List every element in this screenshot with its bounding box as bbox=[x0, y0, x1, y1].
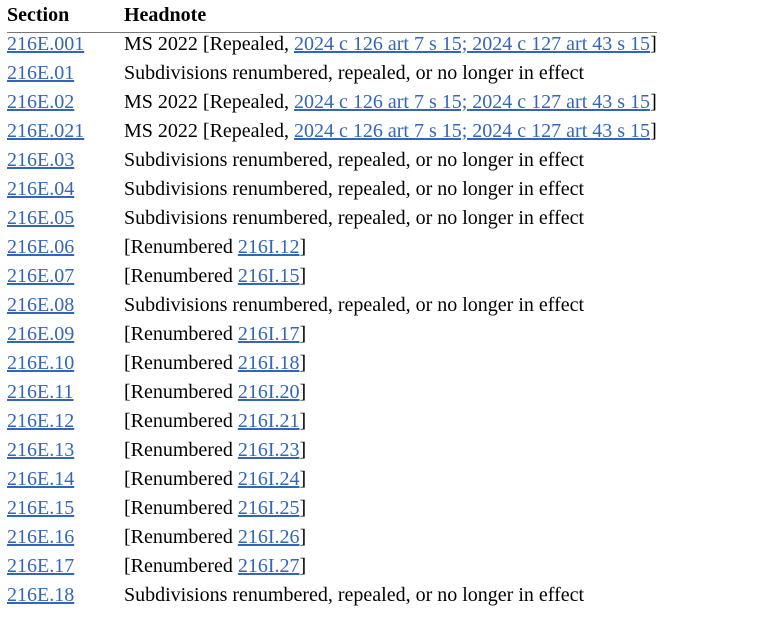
section-cell bbox=[7, 381, 124, 410]
headnote-cell bbox=[124, 265, 657, 294]
section-cell bbox=[7, 91, 124, 120]
column-header-headnote: Headnote bbox=[124, 4, 207, 26]
section-cell bbox=[7, 149, 124, 178]
section-link[interactable]: 216E.12 bbox=[7, 410, 75, 432]
section-link[interactable]: 216E.17 bbox=[7, 555, 75, 577]
section-link[interactable]: 216E.11 bbox=[7, 381, 74, 403]
table-body bbox=[7, 33, 657, 614]
section-headnote-table bbox=[7, 4, 657, 613]
headnote-text: MS 2022 [Repealed, bbox=[124, 33, 294, 55]
citation-link[interactable]: 216I.17 bbox=[237, 323, 300, 345]
headnote-cell bbox=[124, 149, 657, 178]
table-row bbox=[7, 323, 657, 352]
headnote-cell bbox=[124, 526, 657, 555]
headnote-cell bbox=[124, 62, 657, 91]
headnote-text: Subdivisions renumbered, repealed, or no longer in effect bbox=[124, 584, 585, 606]
table-row bbox=[7, 62, 657, 91]
citation-link[interactable]: 216I.15 bbox=[237, 265, 300, 287]
headnote-cell bbox=[124, 584, 657, 613]
headnote-text: [Renumbered bbox=[124, 381, 238, 403]
headnote-text: Subdivisions renumbered, repealed, or no longer in effect bbox=[124, 149, 585, 171]
section-cell bbox=[7, 323, 124, 352]
headnote-text: Subdivisions renumbered, repealed, or no longer in effect bbox=[124, 207, 585, 229]
section-cell bbox=[7, 265, 124, 294]
headnote-text: Subdivisions renumbered, repealed, or no longer in effect bbox=[124, 294, 585, 316]
table-row bbox=[7, 294, 657, 323]
section-cell bbox=[7, 294, 124, 323]
table-row bbox=[7, 526, 657, 555]
headnote-cell bbox=[124, 555, 657, 584]
section-cell bbox=[7, 236, 124, 265]
section-link[interactable]: 216E.021 bbox=[7, 120, 85, 142]
headnote-closing-bracket: ] bbox=[650, 120, 657, 142]
headnote-text: Subdivisions renumbered, repealed, or no longer in effect bbox=[124, 62, 585, 84]
headnote-closing-bracket: ] bbox=[299, 439, 307, 461]
table-row bbox=[7, 33, 657, 63]
section-link[interactable]: 216E.18 bbox=[7, 584, 75, 606]
section-link[interactable]: 216E.08 bbox=[7, 294, 75, 316]
headnote-text: MS 2022 [Repealed, bbox=[124, 120, 294, 142]
column-header-section: Section bbox=[7, 4, 70, 26]
table-row bbox=[7, 178, 657, 207]
table-row bbox=[7, 91, 657, 120]
headnote-cell bbox=[124, 33, 657, 63]
section-cell bbox=[7, 178, 124, 207]
section-cell bbox=[7, 352, 124, 381]
section-link[interactable]: 216E.04 bbox=[7, 178, 75, 200]
headnote-text: [Renumbered bbox=[124, 497, 238, 519]
section-cell bbox=[7, 33, 124, 63]
headnote-cell bbox=[124, 120, 657, 149]
section-cell bbox=[7, 555, 124, 584]
citation-link[interactable]: 216I.18 bbox=[237, 352, 300, 374]
headnote-text: [Renumbered bbox=[124, 352, 238, 374]
headnote-cell bbox=[124, 468, 657, 497]
headnote-closing-bracket: ] bbox=[299, 265, 307, 287]
citation-link[interactable]: 216I.26 bbox=[237, 526, 300, 548]
section-link[interactable]: 216E.03 bbox=[7, 149, 75, 171]
headnote-cell bbox=[124, 207, 657, 236]
section-link[interactable]: 216E.15 bbox=[7, 497, 75, 519]
headnote-cell bbox=[124, 439, 657, 468]
section-cell bbox=[7, 439, 124, 468]
headnote-cell bbox=[124, 352, 657, 381]
headnote-closing-bracket: ] bbox=[299, 526, 307, 548]
table-row bbox=[7, 410, 657, 439]
headnote-cell bbox=[124, 381, 657, 410]
section-link[interactable]: 216E.01 bbox=[7, 62, 75, 84]
section-cell bbox=[7, 120, 124, 149]
table-row bbox=[7, 120, 657, 149]
table-row bbox=[7, 236, 657, 265]
section-cell bbox=[7, 207, 124, 236]
section-link[interactable]: 216E.16 bbox=[7, 526, 75, 548]
table-row bbox=[7, 149, 657, 178]
section-link[interactable]: 216E.001 bbox=[7, 33, 85, 55]
headnote-closing-bracket: ] bbox=[299, 555, 307, 577]
headnote-cell bbox=[124, 323, 657, 352]
headnote-text: [Renumbered bbox=[124, 265, 238, 287]
section-cell bbox=[7, 526, 124, 555]
section-link[interactable]: 216E.02 bbox=[7, 91, 75, 113]
section-cell bbox=[7, 62, 124, 91]
table-header-row bbox=[7, 4, 657, 33]
headnote-closing-bracket: ] bbox=[650, 91, 657, 113]
section-link[interactable]: 216E.06 bbox=[7, 236, 75, 258]
headnote-text: [Renumbered bbox=[124, 410, 238, 432]
headnote-text: MS 2022 [Repealed, bbox=[124, 91, 294, 113]
citation-link[interactable]: 2024 c 126 art 7 s 15; 2024 c 127 art 43 s 15 bbox=[293, 33, 651, 55]
headnote-cell bbox=[124, 91, 657, 120]
headnote-text: [Renumbered bbox=[124, 236, 238, 258]
citation-link[interactable]: 216I.25 bbox=[237, 497, 300, 519]
headnote-closing-bracket: ] bbox=[299, 410, 307, 432]
headnote-text: [Renumbered bbox=[124, 439, 238, 461]
headnote-text: Subdivisions renumbered, repealed, or no longer in effect bbox=[124, 178, 585, 200]
table-row bbox=[7, 584, 657, 613]
citation-link[interactable]: 216I.20 bbox=[237, 381, 300, 403]
table-row bbox=[7, 381, 657, 410]
headnote-closing-bracket: ] bbox=[299, 323, 307, 345]
headnote-text: [Renumbered bbox=[124, 526, 238, 548]
table-row bbox=[7, 207, 657, 236]
headnote-cell bbox=[124, 294, 657, 323]
table-row bbox=[7, 439, 657, 468]
citation-link[interactable]: 216I.12 bbox=[237, 236, 300, 258]
headnote-text: [Renumbered bbox=[124, 323, 238, 345]
headnote-closing-bracket: ] bbox=[299, 381, 307, 403]
headnote-closing-bracket: ] bbox=[299, 236, 307, 258]
section-link[interactable]: 216E.10 bbox=[7, 352, 75, 374]
headnote-closing-bracket: ] bbox=[650, 33, 657, 55]
headnote-text: [Renumbered bbox=[124, 468, 238, 490]
headnote-cell bbox=[124, 410, 657, 439]
section-cell bbox=[7, 584, 124, 613]
table-row bbox=[7, 352, 657, 381]
section-link[interactable]: 216E.13 bbox=[7, 439, 75, 461]
citation-link[interactable]: 216I.23 bbox=[237, 439, 300, 461]
table-row bbox=[7, 468, 657, 497]
section-cell bbox=[7, 410, 124, 439]
citation-link[interactable]: 216I.24 bbox=[237, 468, 300, 490]
section-cell bbox=[7, 468, 124, 497]
section-link[interactable]: 216E.07 bbox=[7, 265, 75, 287]
headnote-cell bbox=[124, 236, 657, 265]
citation-link[interactable]: 2024 c 126 art 7 s 15; 2024 c 127 art 43 s 15 bbox=[293, 91, 651, 113]
citation-link[interactable]: 2024 c 126 art 7 s 15; 2024 c 127 art 43 s 15 bbox=[293, 120, 651, 142]
table-row bbox=[7, 497, 657, 526]
headnote-closing-bracket: ] bbox=[299, 497, 307, 519]
citation-link[interactable]: 216I.21 bbox=[237, 410, 300, 432]
headnote-cell bbox=[124, 497, 657, 526]
table-row bbox=[7, 265, 657, 294]
section-link[interactable]: 216E.09 bbox=[7, 323, 75, 345]
citation-link[interactable]: 216I.27 bbox=[237, 555, 300, 577]
table-row bbox=[7, 555, 657, 584]
headnote-closing-bracket: ] bbox=[299, 468, 307, 490]
section-link[interactable]: 216E.14 bbox=[7, 468, 75, 490]
section-cell bbox=[7, 497, 124, 526]
headnote-text: [Renumbered bbox=[124, 555, 238, 577]
section-link[interactable]: 216E.05 bbox=[7, 207, 75, 229]
headnote-cell bbox=[124, 178, 657, 207]
headnote-closing-bracket: ] bbox=[299, 352, 307, 374]
